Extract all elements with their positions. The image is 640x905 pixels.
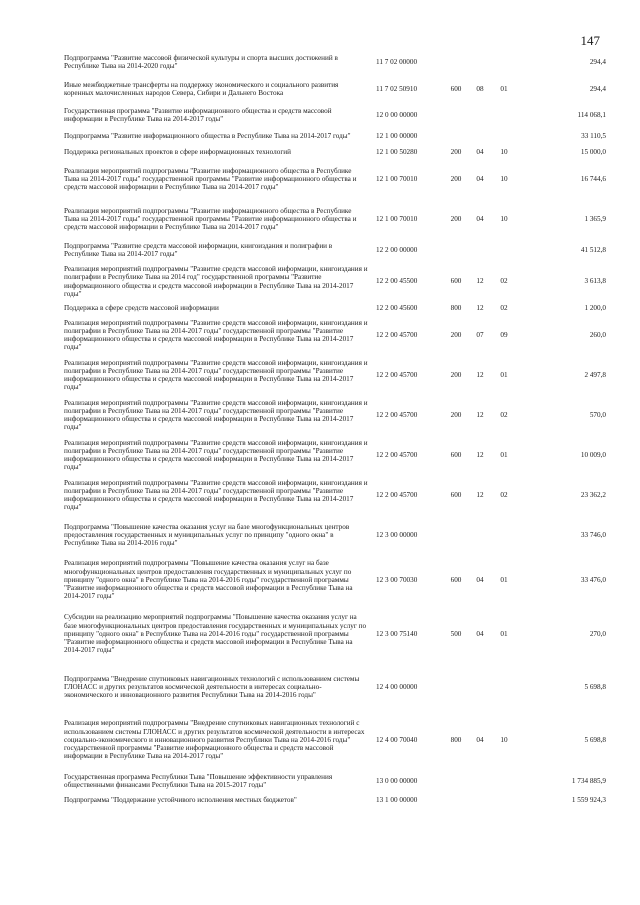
row-sum: 5 698,8 (584, 735, 606, 744)
row-name: Подпрограмма "Развитие массовой физической культуры и спорта высших достижений в Республике Тыва на 2014-2020 годы" (64, 53, 338, 70)
row-name: Реализация мероприятий подпрограммы "Развитие средств массовой информации, книгоиздания и полиграфии в Республике Тыва на 2014 год" государственной программы "Развитие информационного общества и средств массовой информации в Республике Тыва на 2014-2017 годы" (64, 265, 368, 298)
row-csr: 13 0 00 00000 (376, 776, 418, 785)
table-row (64, 663, 606, 711)
row-rz: 08 (476, 84, 484, 93)
row-sum: 15 000,0 (580, 148, 606, 157)
row-vr: 600 (450, 450, 462, 459)
row-csr: 12 3 00 75140 (376, 629, 418, 638)
row-pr: 02 (500, 410, 508, 419)
row-csr: 12 1 00 70010 (376, 214, 418, 223)
row-csr: 12 2 00 45600 (376, 304, 418, 313)
row-csr: 11 7 02 50910 (376, 84, 418, 93)
row-csr: 12 4 00 70040 (376, 735, 418, 744)
row-name: Реализация мероприятий подпрограммы "Развитие информационного общества в Республике Тыва на 2014-2017 годы" государственной программы "Развитие информационного общества и средств массовой информации в Республике Тыва на 2014-2017 годы" (64, 206, 357, 232)
row-sum: 23 362,2 (580, 490, 606, 499)
row-sum: 114 068,1 (577, 110, 606, 119)
row-name: Иные межбюджетные трансферты на поддержку экономического и социального развития коренных малочисленных народов Севера, Сибири и Дальнего Востока (64, 80, 339, 97)
row-csr: 12 3 00 00000 (376, 530, 418, 539)
row-name: Подпрограмма "Развитие информационного общества в Республике Тыва на 2014-2017 годы" (64, 131, 351, 140)
row-name: Реализация мероприятий подпрограммы "Внедрение спутниковых навигационных технологий с использованием системы ГЛОНАСС и других результатов космической деятельности в интересах социально-экономического и инновационного развития Республики Тыва на 2014-2016 годы" государственной программы "Развитие информационного общества и средств массовой информации в Республике Тыва на 2014-2017 годы" (64, 719, 365, 761)
row-vr: 800 (450, 735, 462, 744)
row-name: Реализация мероприятий подпрограммы "Развитие средств массовой информации, книгоиздания и полиграфии в Республике Тыва на 2014-2017 годы" государственной программы "Развитие информационного общества и средств массовой информации в Республике Тыва на 2014-2017 годы" (64, 358, 368, 392)
row-rz: 12 (476, 370, 484, 379)
table-row (64, 435, 606, 475)
table-row (64, 159, 606, 199)
row-csr: 12 2 00 45700 (376, 450, 418, 459)
row-name: Подпрограмма "Поддержание устойчивого исполнения местных бюджетов" (64, 795, 297, 804)
row-rz: 12 (476, 277, 484, 286)
row-sum: 1 200,0 (584, 304, 606, 313)
budget-table (64, 50, 606, 807)
row-pr: 10 (500, 174, 508, 183)
row-rz: 04 (476, 575, 484, 584)
row-name: Государственная программа "Развитие информационного общества и средств массовой информации в Республике Тыва на 2014-2017 годы" (64, 106, 332, 123)
row-name: Реализация мероприятий подпрограммы "Развитие средств массовой информации, книгоиздания и полиграфии в Республике Тыва на 2014-2017 годы" государственной программы "Развитие информационного общества и средств массовой информации в Республике Тыва на 2014-2017 годы" (64, 478, 368, 512)
row-rz: 04 (476, 174, 484, 183)
row-pr: 01 (500, 84, 508, 93)
row-vr: 800 (450, 304, 462, 313)
row-sum: 294,4 (589, 57, 606, 66)
row-csr: 12 2 00 45700 (376, 370, 418, 379)
row-vr: 600 (450, 277, 462, 286)
row-sum: 33 746,0 (580, 530, 606, 539)
row-name: Реализация мероприятий подпрограммы "Развитие средств массовой информации, книгоиздания и полиграфии в Республике Тыва на 2014-2017 годы" государственной программы "Развитие информационного общества и средств массовой информации в Республике Тыва на 2014-2017 годы" (64, 438, 368, 472)
row-pr: 10 (500, 214, 508, 223)
row-name: Поддержка в сфере средств массовой информации (64, 304, 219, 313)
row-rz: 12 (476, 450, 484, 459)
row-pr: 01 (500, 575, 508, 584)
row-sum: 1 734 885,9 (571, 776, 606, 785)
row-rz: 07 (476, 330, 484, 339)
table-row (64, 239, 606, 261)
row-name: Субсидии на реализацию мероприятий подпрограммы "Повышение качества оказания услуг на базе многофункциональных центров предоставления государственных и муниципальных услуг по принципу "одного окна" в Республике Тыва на 2014-2016 годы" государственной программы "Развитие информационного общества и средств массовой информации в Республике Тыва на 2014-2017 годы" (64, 613, 367, 655)
table-row (64, 355, 606, 395)
table-row (64, 146, 606, 159)
row-sum: 3 613,8 (584, 277, 606, 286)
row-rz: 04 (476, 629, 484, 638)
row-sum: 2 497,8 (584, 370, 606, 379)
row-vr: 200 (450, 370, 462, 379)
table-row (64, 793, 606, 807)
row-rz: 04 (476, 214, 484, 223)
row-csr: 12 2 00 00000 (376, 245, 418, 254)
table-row (64, 302, 606, 315)
table-row (64, 199, 606, 239)
row-csr: 12 2 00 45700 (376, 490, 418, 499)
table-row (64, 315, 606, 355)
row-sum: 1 559 924,3 (571, 795, 606, 804)
row-vr: 600 (450, 575, 462, 584)
row-pr: 01 (500, 370, 508, 379)
row-rz: 12 (476, 304, 484, 313)
row-sum: 10 009,0 (580, 450, 606, 459)
row-vr: 200 (450, 148, 462, 157)
row-pr: 02 (500, 490, 508, 499)
row-vr: 200 (450, 330, 462, 339)
row-csr: 12 0 00 00000 (376, 110, 418, 119)
table-row (64, 555, 606, 605)
row-csr: 12 4 00 00000 (376, 682, 418, 691)
row-vr: 600 (450, 490, 462, 499)
row-name: Подпрограмма "Внедрение спутниковых навигационных технологий с использованием системы ГЛОНАСС и других результатов космической деятельности в интересах социально-экономического и инновационного развития Республики Тыва на 2014-2016 годы" (64, 674, 360, 700)
row-pr: 02 (500, 304, 508, 313)
row-csr: 13 1 00 00000 (376, 795, 418, 804)
table-row (64, 475, 606, 515)
row-pr: 02 (500, 277, 508, 286)
row-sum: 33 476,0 (580, 575, 606, 584)
row-sum: 270,0 (589, 629, 606, 638)
row-rz: 12 (476, 410, 484, 419)
row-sum: 33 110,5 (581, 131, 606, 140)
row-rz: 12 (476, 490, 484, 499)
row-csr: 12 1 00 00000 (376, 131, 418, 140)
table-row (64, 74, 606, 104)
table-row (64, 515, 606, 555)
table-row (64, 769, 606, 793)
table-row (64, 104, 606, 126)
row-name: Реализация мероприятий подпрограммы "Развитие средств массовой информации, книгоиздания и полиграфии в Республике Тыва на 2014-2017 годы" государственной программы "Развитие информационного общества и средств массовой информации в Республике Тыва на 2014-2017 годы" (64, 398, 368, 432)
row-name: Реализация мероприятий подпрограммы "Повышение качества оказания услуг на базе многофункциональных центров предоставления государственных и муниципальных услуг по принципу "одного окна" в Республике Тыва на 2014-2016 годы" государственной программы "Развитие информационного общества и средств массовой информации в Республике Тыва на 2014-2017 годы" (64, 559, 353, 601)
row-vr: 200 (450, 214, 462, 223)
row-rz: 04 (476, 148, 484, 157)
row-sum: 41 512,8 (580, 245, 606, 254)
row-pr: 10 (500, 148, 508, 157)
row-rz: 04 (476, 735, 484, 744)
row-pr: 01 (500, 450, 508, 459)
table-row (64, 50, 606, 74)
row-vr: 200 (450, 174, 462, 183)
row-name: Поддержка региональных проектов в сфере информационных технологий (64, 148, 291, 157)
table-row (64, 711, 606, 769)
row-pr: 09 (500, 330, 508, 339)
row-csr: 12 1 00 50280 (376, 148, 418, 157)
row-vr: 200 (450, 410, 462, 419)
row-sum: 570,0 (589, 410, 606, 419)
row-csr: 11 7 02 00000 (376, 57, 418, 66)
row-name: Подпрограмма "Развитие средств массовой информации, книгоиздания и полиграфии в Республике Тыва на 2014-2017 годы" (64, 241, 333, 258)
row-name: Реализация мероприятий подпрограммы "Развитие средств массовой информации, книгоиздания и полиграфии в Республике Тыва на 2014-2017 годы" государственной программы "Развитие информационного общества и средств массовой информации в Республике Тыва на 2014-2017 годы" (64, 318, 368, 352)
table-row (64, 395, 606, 435)
row-vr: 600 (450, 84, 462, 93)
row-pr: 01 (500, 629, 508, 638)
row-pr: 10 (500, 735, 508, 744)
row-sum: 5 698,8 (584, 682, 606, 691)
table-row (64, 126, 606, 146)
row-sum: 260,0 (589, 330, 606, 339)
row-csr: 12 1 00 70010 (376, 174, 418, 183)
row-name: Государственная программа Республики Тыва "Повышение эффективности управления общественными финансами Республики Тыва на 2015-2017 годы" (64, 772, 333, 789)
row-csr: 12 3 00 70030 (376, 575, 418, 584)
row-sum: 294,4 (589, 84, 606, 93)
row-name: Реализация мероприятий подпрограммы "Развитие информационного общества в Республике Тыва на 2014-2017 годы" государственной программы "Развитие информационного общества и средств массовой информации в Республике Тыва на 2014-2017 годы" (64, 166, 357, 192)
row-name: Подпрограмма "Повышение качества оказания услуг на базе многофункциональных центров предоставления государственных и муниципальных услуг по принципу "одного окна" в Республике Тыва на 2014-2016 годы" (64, 522, 350, 548)
table-row (64, 605, 606, 663)
row-csr: 12 2 00 45500 (376, 277, 418, 286)
page-number: 147 (580, 33, 600, 48)
row-vr: 500 (450, 629, 462, 638)
row-csr: 12 2 00 45700 (376, 330, 418, 339)
table-row (64, 261, 606, 302)
row-csr: 12 2 00 45700 (376, 410, 418, 419)
row-sum: 16 744,6 (580, 174, 606, 183)
row-sum: 1 365,9 (584, 214, 606, 223)
